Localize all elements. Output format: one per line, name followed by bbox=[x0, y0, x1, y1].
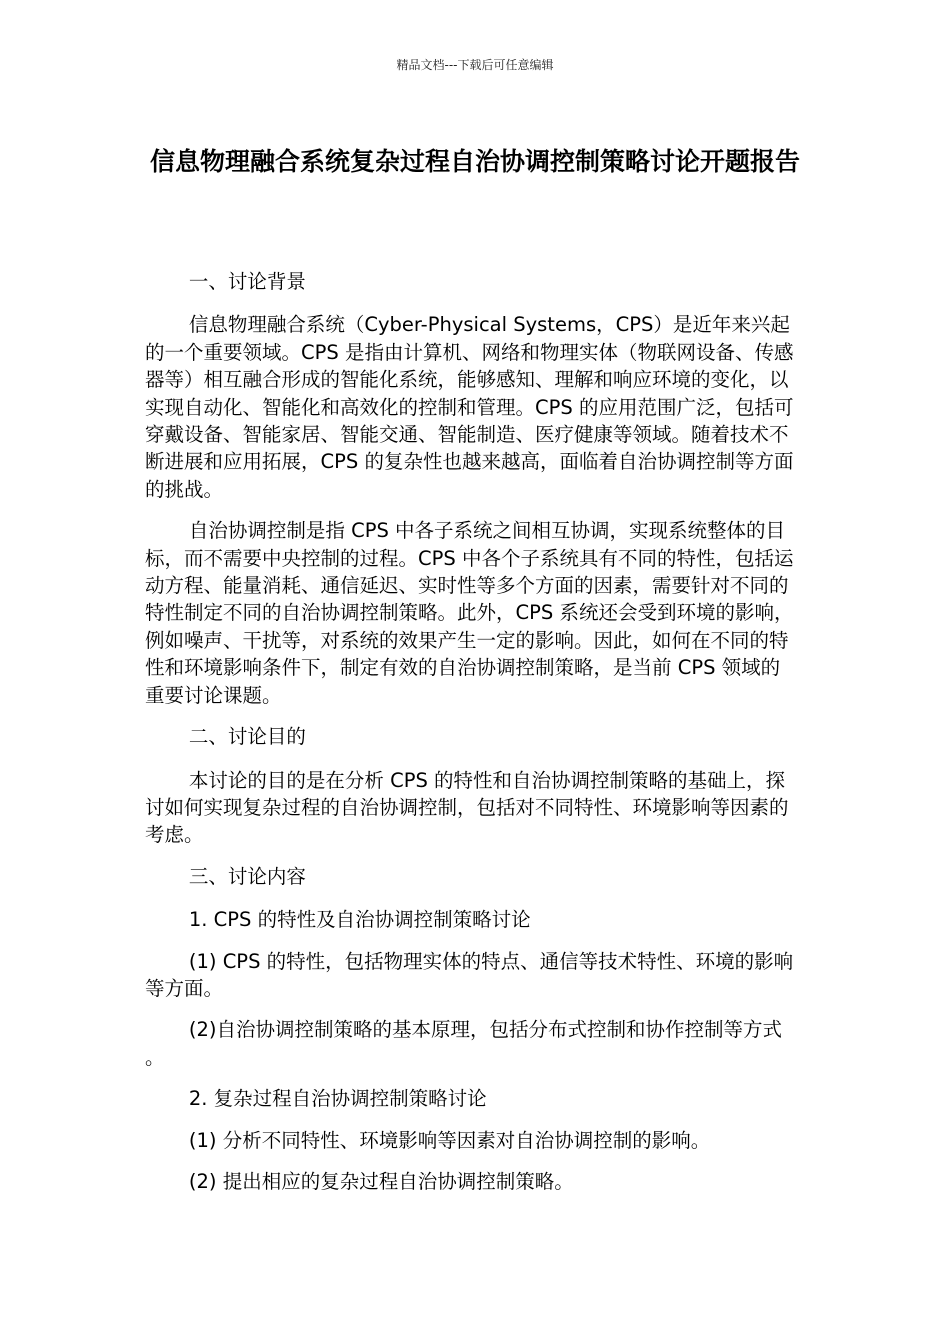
paragraph-purpose: 本讨论的目的是在分析 CPS 的特性和自治协调控制策略的基础上，探讨如何实现复杂过程的自治协调控制，包括对不同特性、环境影响等因素的考虑。 bbox=[145, 768, 789, 847]
paragraph-cps-intro: 信息物理融合系统（Cyber-Physical Systems，CPS）是近年来兴起的一个重要领域。CPS 是指由计算机、网络和物理实体（物联网设备、传感器等）相互融合形成的智能化系统，能够感知、理解和响应环境的变化，以实现自动化、智能化和高效化的控制和管理。CPS 的应用范围广泛，包括可穿戴设备、智能家居、智能交通、智能制造、医疗健康等领域。随着技术不断进展和应用拓展，CPS 的复杂性也越来越高，面临着自治协调控制等方面的挑战。 bbox=[145, 313, 794, 501]
list-item-1: 1. CPS 的特性及自治协调控制策略讨论 bbox=[188, 908, 531, 932]
list-item-1-2: (2)自治协调控制策略的基本原理，包括分布式控制和协作控制等方式。 bbox=[145, 1018, 782, 1069]
list-item-2-2: (2) 提出相应的复杂过程自治协调控制策略。 bbox=[188, 1169, 574, 1193]
header-note: 精品文档---下载后可任意编辑 bbox=[396, 58, 554, 72]
paragraph-autonomous-control: 自治协调控制是指 CPS 中各子系统之间相互协调，实现系统整体的目标，而不需要中央控制的过程。CPS 中各个子系统具有不同的特性，包括运动方程、能量消耗、通信延迟、实时性等多个方面的因素，需要针对不同的特性制定不同的自治协调控制策略。此外，CPS 系统还会受到环境的影响，例如噪声、干扰等，对系统的效果产生一定的影响。因此，如何在不同的特性和环境影响条件下，制定有效的自治协调控制策略，是当前 CPS 领域的重要讨论课题。 bbox=[145, 519, 794, 707]
list-item-1-1: (1) CPS 的特性，包括物理实体的特点、通信等技术特性、环境的影响等方面。 bbox=[145, 949, 794, 1000]
list-item-2-1: (1) 分析不同特性、环境影响等因素对自治协调控制的影响。 bbox=[188, 1128, 711, 1152]
section-heading-purpose: 二、讨论目的 bbox=[188, 725, 306, 749]
list-item-2: 2. 复杂过程自治协调控制策略讨论 bbox=[188, 1087, 487, 1111]
section-heading-background: 一、讨论背景 bbox=[188, 270, 306, 293]
document-body bbox=[145, 268, 798, 1209]
document-title: 信息物理融合系统复杂过程自治协调控制策略讨论开题报告 bbox=[149, 147, 800, 176]
section-heading-content: 三、讨论内容 bbox=[188, 864, 306, 888]
